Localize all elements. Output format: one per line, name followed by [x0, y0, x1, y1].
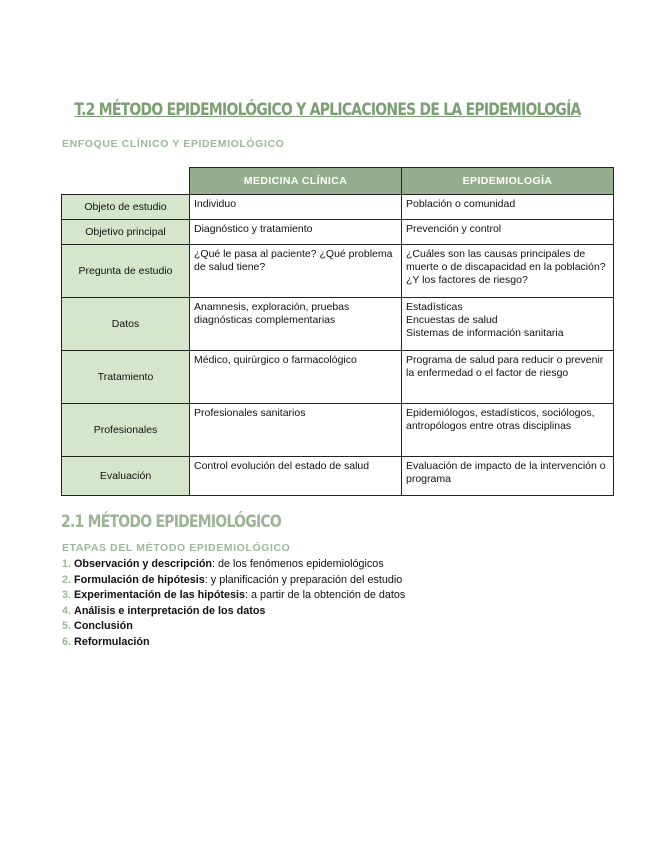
step-title: Análisis e interpretación de los datos	[74, 604, 266, 617]
table-row	[62, 195, 614, 220]
cell-epidemiologia: ¿Cuáles son las causas principales de muerte o de discapacidad en la población? ¿Y los factores de riesgo?	[402, 245, 614, 298]
list-item	[62, 557, 405, 573]
list-item	[62, 588, 405, 604]
row-label: Evaluación	[62, 457, 190, 496]
cell-clinica: Profesionales sanitarios	[190, 404, 402, 457]
cell-epidemiologia: Estadísticas Encuestas de salud Sistemas de información sanitaria	[402, 298, 614, 351]
cell-clinica: Médico, quirúrgico o farmacológico	[190, 351, 402, 404]
cell-epidemiologia: Programa de salud para reducir o prevenir la enfermedad o el factor de riesgo	[402, 351, 614, 404]
table-row	[62, 457, 614, 496]
step-title: Observación y descripción	[74, 558, 213, 570]
cell-clinica: Control evolución del estado de salud	[190, 457, 402, 496]
steps-list	[62, 557, 405, 651]
step-number: 2.	[62, 573, 72, 586]
step-number: 4.	[62, 604, 72, 617]
step-detail: : de los fenómenos epidemiológicos	[212, 558, 384, 570]
cell-clinica: Individuo	[190, 195, 402, 220]
table-row	[62, 404, 614, 457]
table-header-row	[62, 168, 614, 195]
section-subtitle: ETAPAS DEL MÉTODO EPIDEMIOLÓGICO	[62, 542, 291, 554]
section-subtitle: ENFOQUE CLÍNICO Y EPIDEMIOLÓGICO	[62, 138, 285, 150]
cell-epidemiologia: Prevención y control	[402, 220, 614, 245]
list-item	[62, 573, 405, 589]
cell-epidemiologia: Evaluación de impacto de la intervención o programa	[402, 457, 614, 496]
row-label: Datos	[62, 298, 190, 351]
section-title: 2.1 MÉTODO EPIDEMIOLÓGICO	[61, 512, 282, 532]
row-label: Objetivo principal	[62, 220, 190, 245]
cell-clinica: Diagnóstico y tratamiento	[190, 220, 402, 245]
row-label: Tratamiento	[62, 351, 190, 404]
step-title: Reformulación	[74, 635, 150, 648]
table-header-blank	[62, 168, 190, 195]
step-number: 3.	[62, 589, 72, 602]
cell-epidemiologia: Población o comunidad	[402, 195, 614, 220]
cell-clinica: ¿Qué le pasa al paciente? ¿Qué problema de salud tiene?	[190, 245, 402, 298]
step-number: 6.	[62, 635, 72, 648]
page-title: T.2 MÉTODO EPIDEMIOLÓGICO Y APLICACIONES DE LA EPIDEMIOLOGÍA	[74, 100, 581, 120]
cell-clinica: Anamnesis, exploración, pruebas diagnósticas complementarias	[190, 298, 402, 351]
list-item	[62, 604, 405, 620]
table-row	[62, 351, 614, 404]
step-title: Experimentación de las hipótesis	[74, 589, 246, 602]
list-item	[62, 619, 405, 635]
row-label: Objeto de estudio	[62, 195, 190, 220]
row-label: Pregunta de estudio	[62, 245, 190, 298]
table-row	[62, 298, 614, 351]
list-item	[62, 635, 405, 651]
step-number: 5.	[62, 620, 72, 633]
table-header-epidemiologia: EPIDEMIOLOGÍA	[402, 168, 614, 195]
step-detail: : a partir de la obtención de datos	[245, 589, 406, 602]
table-row	[62, 220, 614, 245]
step-number: 1.	[62, 558, 72, 570]
row-label: Profesionales	[62, 404, 190, 457]
table-header-clinica: MEDICINA CLÍNICA	[190, 168, 402, 195]
cell-epidemiologia: Epidemiólogos, estadísticos, sociólogos, antropólogos entre otras disciplinas	[402, 404, 614, 457]
table-row	[62, 245, 614, 298]
step-title: Formulación de hipótesis	[74, 573, 205, 586]
step-detail: : y planificación y preparación del estudio	[204, 573, 403, 586]
comparison-table	[61, 167, 614, 496]
step-title: Conclusión	[74, 620, 133, 633]
